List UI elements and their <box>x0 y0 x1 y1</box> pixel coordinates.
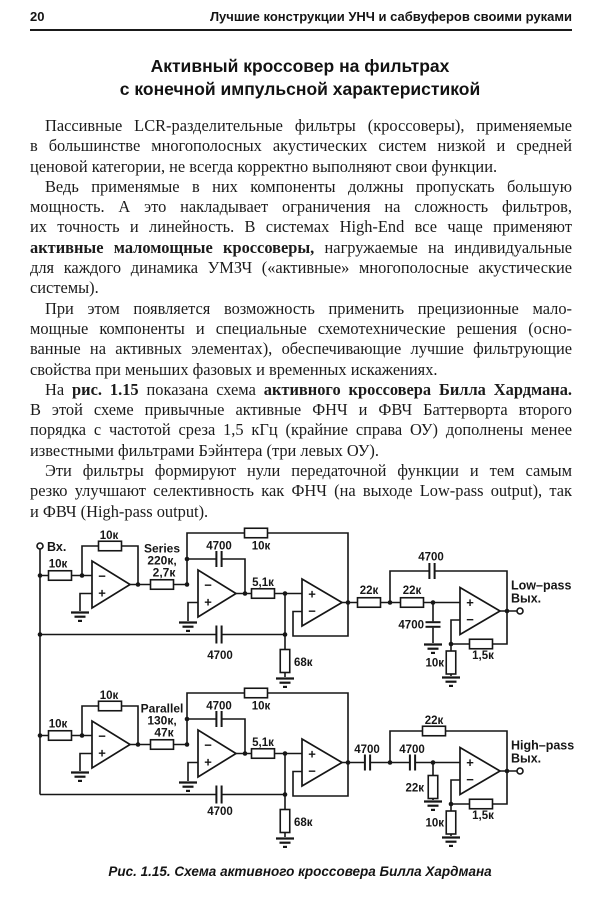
component-label: 5,1к <box>252 576 274 589</box>
component-label: 10к <box>425 657 444 670</box>
text-run: для каждого динамика УМЗЧ («активные» многополосные акустические <box>30 258 572 278</box>
text-line <box>30 116 572 136</box>
bold-text-run: активного кроссовера Билла Хардмана. <box>263 379 572 399</box>
opamp-sign: − <box>466 611 474 627</box>
component-label: Series <box>143 541 181 556</box>
text-line <box>30 360 572 380</box>
component-label: 10к <box>251 700 271 713</box>
resistor <box>401 598 424 608</box>
figure-caption: Рис. 1.15. Схема активного кроссовера Билла Хардмана <box>108 863 492 879</box>
component-label: 4700 <box>418 551 444 564</box>
component-label: High–pass <box>511 738 575 753</box>
resistor <box>280 809 290 832</box>
junction-dot <box>346 760 351 765</box>
opamp-sign: + <box>98 745 106 761</box>
text-run: порядка с частотой среза 1,5 кГц (крайние справа ОУ) дополнены менее <box>30 420 572 440</box>
bold-text-run: активные маломощные кроссоверы, <box>30 237 315 257</box>
resistor <box>49 731 72 741</box>
component-label: Вых. <box>511 751 542 766</box>
junction-dot <box>283 792 288 797</box>
wire <box>188 602 198 621</box>
text-run: резко улучшают селективность как ФНЧ (на выходе Low-pass output), так <box>30 481 572 501</box>
junction-dot <box>283 751 288 756</box>
text-line <box>30 339 572 359</box>
text-run: системы). <box>30 278 99 298</box>
junction-dot <box>388 760 393 765</box>
body-text <box>30 116 572 522</box>
text-run: При этом появляется возможность применить прецизионные мало- <box>45 298 572 318</box>
resistor <box>252 589 275 599</box>
junction-dot <box>449 642 454 647</box>
junction-dot <box>431 760 436 765</box>
terminal <box>517 608 523 614</box>
text-run: Пассивные LCR-разделительные фильтры (кроссоверы), применяемые <box>45 116 572 135</box>
component-label: 1,5к <box>472 809 494 822</box>
text-run: их точность и линейность. В системах High-End все чаще применяют <box>30 217 572 237</box>
junction-dot <box>431 600 436 605</box>
component-label: 1,5к <box>472 649 494 662</box>
text-run: Эти фильтры формируют нули передаточной функции и тем самым <box>45 461 572 481</box>
page-number: 20 <box>30 9 45 24</box>
junction-dot <box>505 609 510 614</box>
opamp-sign: + <box>308 746 316 762</box>
junction-dot <box>185 582 190 587</box>
opamp-sign: − <box>204 737 212 753</box>
resistor <box>280 649 290 672</box>
component-label: 130к, <box>147 713 177 728</box>
opamp-sign: + <box>466 594 474 610</box>
junction-dot <box>185 557 190 562</box>
component-label: 10к <box>48 718 68 731</box>
text-line <box>30 197 572 217</box>
text-line <box>30 238 572 258</box>
text-line <box>30 502 572 522</box>
text-run: мощные компоненты и специальные схемотехнические решения (осно- <box>30 318 572 338</box>
component-label: 220к, <box>147 553 177 568</box>
wire <box>188 762 198 781</box>
input-label: Вх. <box>47 539 67 554</box>
resistor <box>245 688 268 698</box>
component-label: 4700 <box>399 743 425 756</box>
resistor <box>446 811 456 834</box>
resistor <box>151 580 174 590</box>
junction-dot <box>136 582 141 587</box>
text-line <box>30 299 572 319</box>
resistor <box>470 799 493 809</box>
text-line <box>30 258 572 278</box>
opamp-sign: − <box>308 763 316 779</box>
junction-dot <box>283 632 288 637</box>
component-label: 47к <box>154 725 174 740</box>
opamp-sign: − <box>466 771 474 787</box>
text-line <box>30 217 572 237</box>
text-line <box>30 481 572 501</box>
junction-dot <box>243 751 248 756</box>
paragraph <box>30 461 572 522</box>
running-title: Лучшие конструкции УНЧ и сабвуферов своими руками <box>209 9 572 24</box>
figure <box>0 523 600 879</box>
wire <box>80 593 92 611</box>
component-label: 4700 <box>354 743 380 756</box>
component-label: 22к <box>402 584 422 597</box>
opamp-sign: + <box>204 754 212 770</box>
text-line <box>30 400 572 420</box>
opamp-sign: − <box>98 728 106 744</box>
component-label: 10к <box>48 558 68 571</box>
text-run: и ФВЧ (High-pass output). <box>30 501 209 521</box>
text-run: В этой схеме привычные активные ФНЧ и ФВЧ Баттерворта второго <box>30 400 572 420</box>
resistor <box>99 541 122 551</box>
resistor <box>358 598 381 608</box>
junction-dot <box>185 742 190 747</box>
bold-text-run: рис. 1.15 <box>72 379 139 399</box>
text-run: в большинстве многополосных акустических систем низкой и средней <box>30 136 572 156</box>
resistor <box>470 639 493 649</box>
text-run: известными фильтрами Бэйнтера (три левых ОУ). <box>30 440 379 460</box>
article-title <box>0 55 600 101</box>
resistor <box>428 775 438 798</box>
junction-dot <box>80 733 85 738</box>
resistor <box>446 651 456 674</box>
component-label: 22к <box>424 714 444 727</box>
component-label: 4700 <box>206 700 232 713</box>
text-line <box>30 157 572 177</box>
junction-dot <box>449 802 454 807</box>
text-run: ванные на активных элементах), обеспечивающие лучшие фильтрующие <box>30 339 572 359</box>
text-line <box>30 319 572 339</box>
article-title-line1: Активный кроссовер на фильтрах <box>150 56 450 76</box>
resistor <box>49 571 72 581</box>
paragraph <box>30 299 572 380</box>
text-line <box>30 420 572 440</box>
resistor <box>423 726 446 736</box>
paragraph <box>30 116 572 177</box>
resistor <box>151 740 174 750</box>
component-label: 2,7к <box>152 565 176 580</box>
component-label: 10к <box>251 540 271 553</box>
opamp-sign: − <box>308 603 316 619</box>
page-header <box>30 9 572 31</box>
junction-dot <box>283 591 288 596</box>
opamp-sign: + <box>98 585 106 601</box>
resistor <box>245 528 268 538</box>
crossover-schematic <box>0 523 600 856</box>
component-label: Вых. <box>511 591 542 606</box>
text-run: ценовой категории, не всегда корректно выполняют свои функции. <box>30 156 498 176</box>
article-title-line2: с конечной импульсной характеристикой <box>119 79 481 99</box>
text-line <box>30 461 572 481</box>
component-label: 4700 <box>398 619 424 632</box>
terminal <box>37 543 43 549</box>
component-label: 68к <box>294 816 313 829</box>
resistor <box>99 701 122 711</box>
junction-dot <box>80 573 85 578</box>
component-label: Low–pass <box>511 578 572 593</box>
text-line <box>30 136 572 156</box>
text-line <box>30 177 572 197</box>
component-label: 4700 <box>207 649 233 662</box>
text-run: На <box>45 379 73 399</box>
text-run: мощность. А это накладывает ограничения на сложность фильтров, <box>30 197 572 217</box>
text-run: нагружаемые на индивидуальные <box>314 237 572 257</box>
component-label: 68к <box>294 656 313 669</box>
component-label: 22к <box>359 584 379 597</box>
opamp-sign: + <box>204 594 212 610</box>
text-line <box>30 278 572 298</box>
component-label: 4700 <box>206 540 232 553</box>
junction-dot <box>388 600 393 605</box>
component-label: 10к <box>99 689 119 702</box>
component-label: 10к <box>99 529 119 542</box>
text-run: показана схема <box>138 379 264 399</box>
component-label: 22к <box>405 782 424 795</box>
text-run: Ведь применямые в них компоненты должны пропускать большую <box>45 176 572 196</box>
component-label: 10к <box>425 817 444 830</box>
junction-dot <box>136 742 141 747</box>
junction-dot <box>243 591 248 596</box>
wire <box>80 753 92 771</box>
text-line <box>30 441 572 461</box>
paragraph <box>30 177 572 299</box>
opamp-sign: − <box>204 577 212 593</box>
component-label: Parallel <box>140 701 184 716</box>
junction-dot <box>346 600 351 605</box>
component-label: 4700 <box>207 805 233 818</box>
text-line <box>30 380 572 400</box>
terminal <box>517 768 523 774</box>
junction-dot <box>185 717 190 722</box>
text-run: свойства при меньших фазовых и временных искажениях. <box>30 359 438 379</box>
paragraph <box>30 380 572 461</box>
component-label: 5,1к <box>252 736 274 749</box>
junction-dot <box>505 769 510 774</box>
resistor <box>252 749 275 759</box>
opamp-sign: − <box>98 568 106 584</box>
opamp-sign: + <box>308 586 316 602</box>
opamp-sign: + <box>466 754 474 770</box>
